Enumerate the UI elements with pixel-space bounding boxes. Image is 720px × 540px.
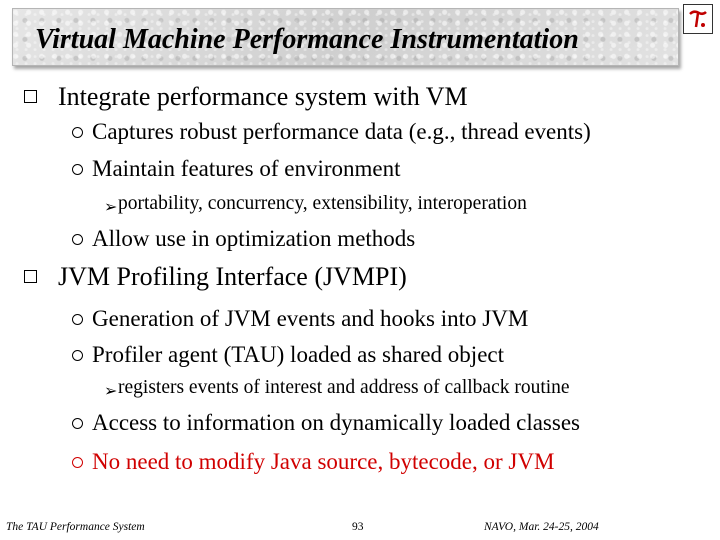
- circle-bullet-icon: [72, 234, 83, 245]
- bullet-text: JVM Profiling Interface (JVMPI): [58, 262, 407, 291]
- slide-title: Virtual Machine Performance Instrumentation: [35, 24, 579, 55]
- sub-sub-bullet-item: [104, 192, 527, 216]
- circle-bullet-icon: [72, 164, 83, 175]
- sub-bullet-item: [72, 409, 580, 437]
- arrow-bullet-icon: ➢: [104, 383, 118, 400]
- bullet-text: Profiler agent (TAU) loaded as shared object: [92, 342, 505, 367]
- bullet-item: [24, 82, 468, 112]
- sub-bullet-item: [72, 305, 528, 333]
- bullet-item: [24, 262, 407, 292]
- circle-bullet-icon: [72, 457, 83, 468]
- sub-bullet-item: [72, 341, 504, 369]
- bullet-text: Maintain features of environment: [92, 156, 401, 181]
- square-bullet-icon: [24, 90, 37, 103]
- bullet-text: Captures robust performance data (e.g., thread events): [92, 119, 591, 144]
- circle-bullet-icon: [72, 418, 83, 429]
- footer-right: NAVO, Mar. 24-25, 2004: [484, 521, 599, 533]
- bullet-text: registers events of interest and address of callback routine: [118, 377, 570, 398]
- sub-bullet-item: [72, 155, 400, 183]
- arrow-bullet-icon: ➢: [104, 199, 118, 216]
- title-bar: [12, 8, 679, 66]
- bullet-text: Integrate performance system with VM: [58, 82, 468, 111]
- bullet-text: No need to modify Java source, bytecode, or JVM: [92, 449, 555, 474]
- bullet-text: Generation of JVM events and hooks into JVM: [92, 306, 529, 331]
- bullet-text: Access to information on dynamically loaded classes: [92, 410, 580, 435]
- circle-bullet-icon: [72, 314, 83, 325]
- bullet-text: portability, concurrency, extensibility, interoperation: [118, 193, 527, 214]
- sub-bullet-item-highlight: [72, 448, 554, 476]
- square-bullet-icon: [24, 270, 37, 283]
- sub-bullet-item: [72, 118, 591, 146]
- tau-logo-icon: [683, 4, 713, 34]
- sub-bullet-item: [72, 225, 415, 253]
- circle-bullet-icon: [72, 350, 83, 361]
- sub-sub-bullet-item: [104, 376, 570, 400]
- bullet-text: Allow use in optimization methods: [92, 226, 416, 251]
- circle-bullet-icon: [72, 127, 83, 138]
- footer-left: The TAU Performance System: [6, 521, 145, 533]
- page-number: 93: [352, 521, 364, 533]
